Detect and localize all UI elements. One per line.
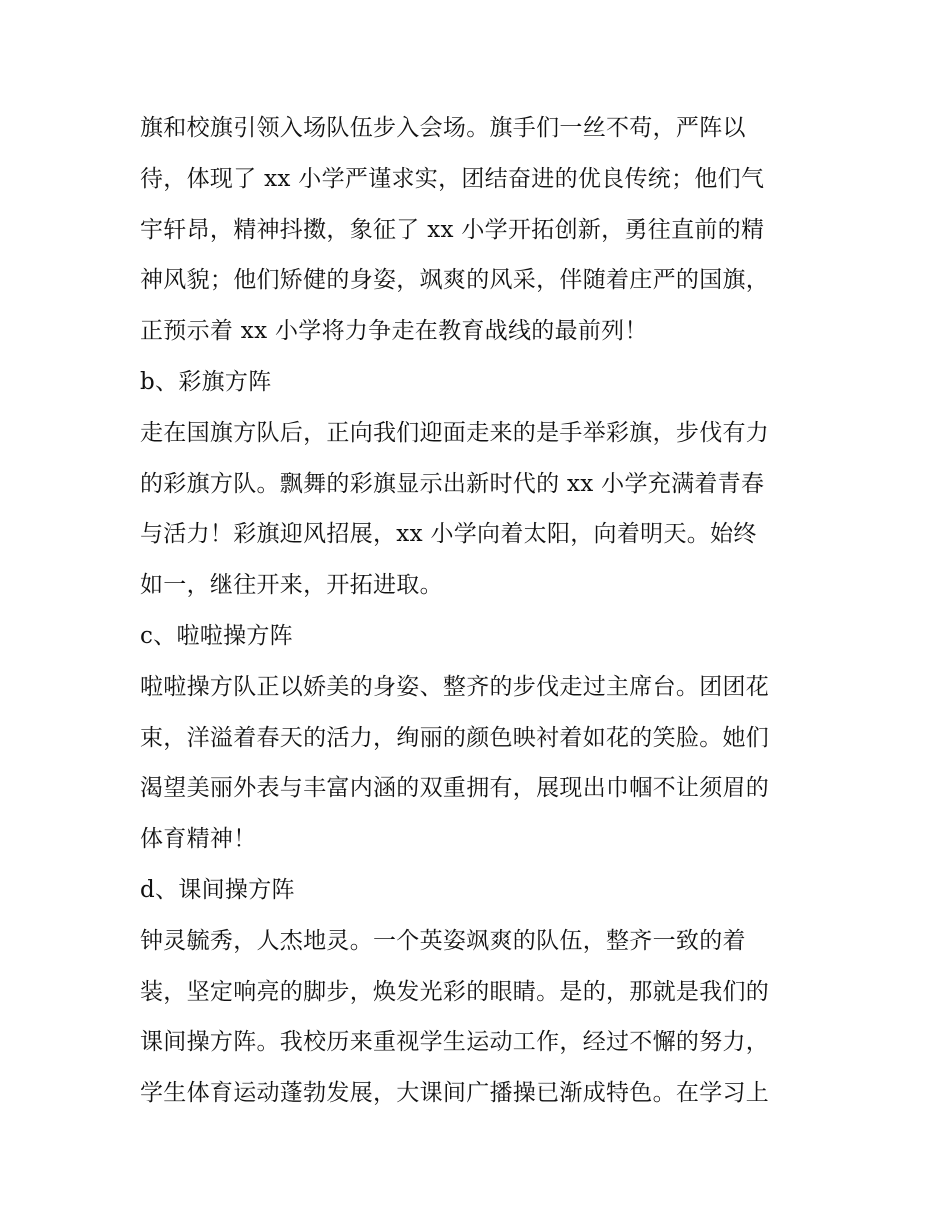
paragraph-line: 正预示着 xx 小学将力争走在教育战线的最前列！ [140,318,648,345]
paragraph-line: 课间操方阵。我校历来重视学生运动工作，经过不懈的努力， [140,1029,770,1056]
paragraph-line: 如一，继往开来，开拓进取。 [140,572,443,599]
paragraph-line: 神风貌；他们矫健的身姿，飒爽的风采，伴随着庄严的国旗， [140,267,770,294]
paragraph-line: 走在国旗方队后，正向我们迎面走来的是手举彩旗，步伐有力 [140,419,770,446]
paragraph-line: 钟灵毓秀，人杰地灵。一个英姿飒爽的队伍，整齐一致的着 [140,927,746,954]
paragraph-line: 装，坚定响亮的脚步，焕发光彩的眼睛。是的，那就是我们的 [140,978,770,1005]
paragraph-line: 的彩旗方队。飘舞的彩旗显示出新时代的 xx 小学充满着青春 [140,470,765,497]
body-text [140,103,820,1119]
section-heading: c、啦啦操方阵 [140,622,293,649]
paragraph-line: 待，体现了 xx 小学严谨求实，团结奋进的优良传统；他们气 [140,165,765,192]
paragraph-line: 旗和校旗引领入场队伍步入会场。旗手们一丝不苟，严阵以 [140,115,746,141]
paragraph-line: 学生体育运动蓬勃发展，大课间广播操已渐成特色。在学习上 [140,1080,770,1107]
paragraph-line: 体育精神！ [140,826,257,853]
paragraph-line: 啦啦操方队正以娇美的身姿、整齐的步伐走过主席台。团团花 [140,673,770,700]
section-heading: d、课间操方阵 [140,876,295,903]
paragraph-line: 束，洋溢着春天的活力，绚丽的颜色映衬着如花的笑脸。她们 [140,724,770,751]
paragraph-line: 宇轩昂，精神抖擞，象征了 xx 小学开拓创新，勇往直前的精 [140,216,765,243]
paragraph-line: 与活力！彩旗迎风招展，xx 小学向着太阳，向着明天。始终 [140,521,757,548]
paragraph-line: 渴望美丽外表与丰富内涵的双重拥有，展现出巾帼不让须眉的 [140,775,770,802]
section-heading: b、彩旗方阵 [140,368,272,395]
